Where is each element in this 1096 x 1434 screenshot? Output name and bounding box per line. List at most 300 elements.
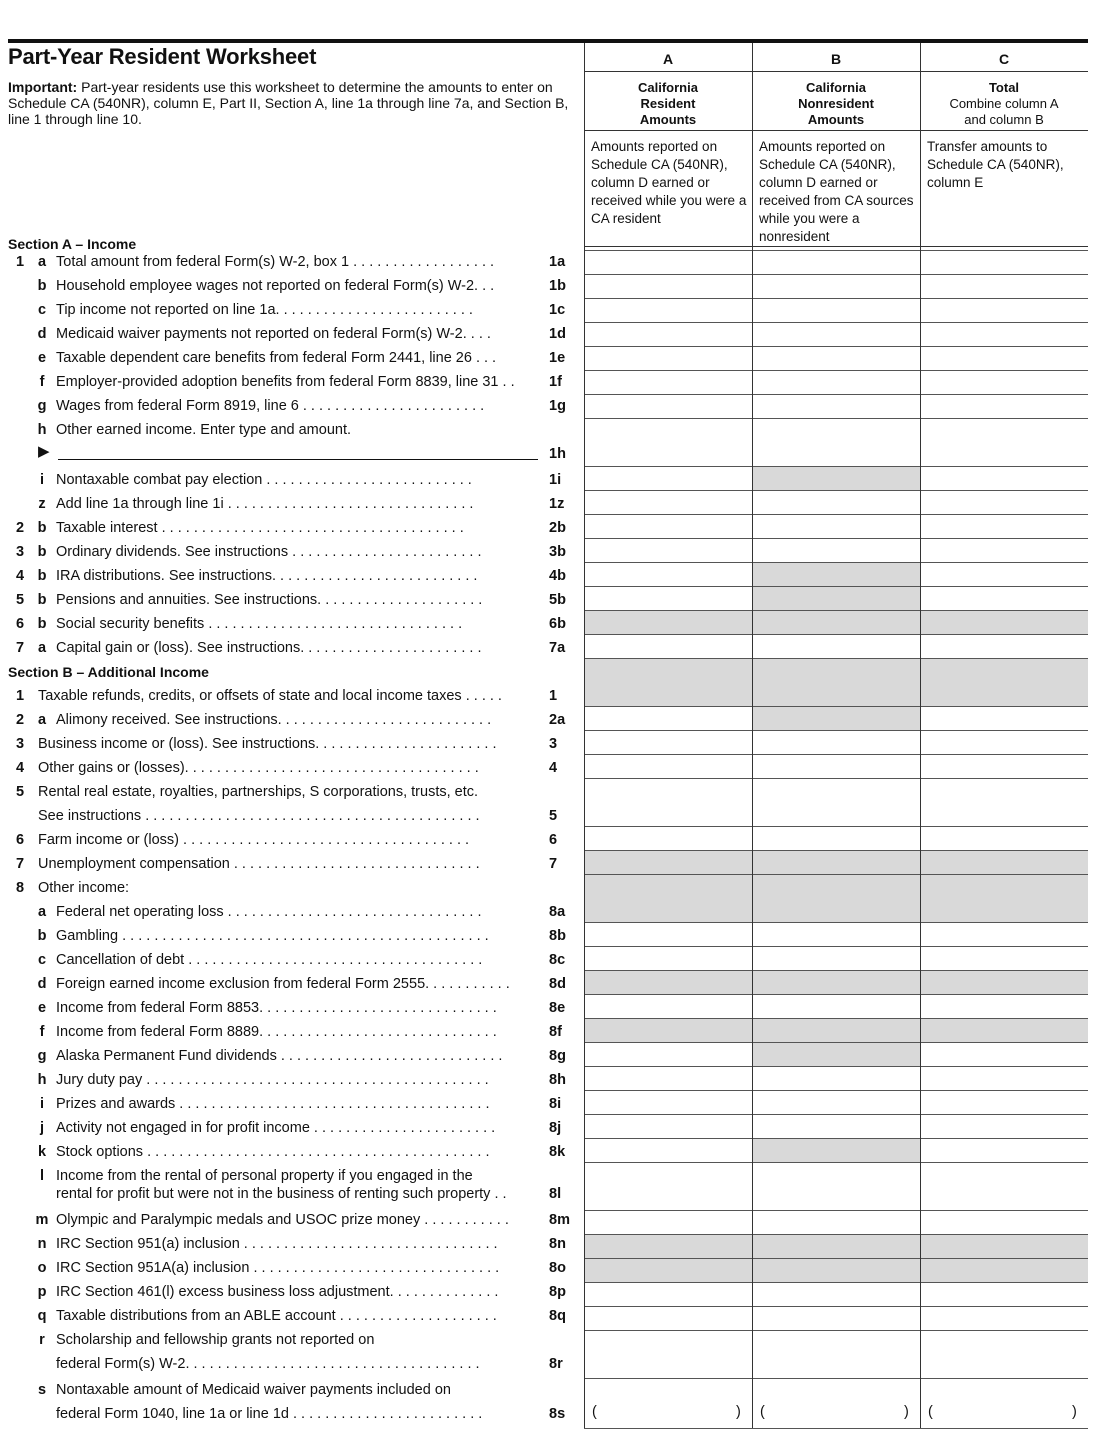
line-letter: b [37, 928, 47, 944]
amount-cell-1c-c[interactable] [920, 298, 1088, 322]
line-reference: 7 [549, 856, 558, 872]
amount-cell-6-a[interactable] [584, 826, 752, 850]
shaded-cell [584, 610, 752, 634]
amount-cell-3-c[interactable] [920, 730, 1088, 754]
row-rule [584, 490, 1088, 491]
line-number: 2 [15, 520, 25, 536]
worksheet-title: Part-Year Resident Worksheet [8, 44, 317, 69]
amount-cell-1f-a[interactable] [584, 370, 752, 394]
amount-cell-8b-b[interactable] [752, 922, 920, 946]
amount-cell-1g-a[interactable] [584, 394, 752, 418]
amount-cell-8p-b[interactable] [752, 1282, 920, 1306]
amount-cell-1c-b[interactable] [752, 298, 920, 322]
amount-cell-4-a[interactable] [584, 754, 752, 778]
shaded-cell [752, 970, 920, 994]
line-description: Alaska Permanent Fund dividends . . . . . . . . . . . . . . . . . . . . . . . . . . . . [56, 1048, 503, 1064]
amount-cell-8g-a[interactable] [584, 1042, 752, 1066]
amount-cell-8s-a[interactable] [584, 1378, 752, 1428]
line-reference: 4 [549, 760, 558, 776]
amount-cell-5b-a[interactable] [584, 586, 752, 610]
line-reference: 1z [549, 496, 565, 512]
row-rule [584, 394, 1088, 395]
amount-cell-8e-a[interactable] [584, 994, 752, 1018]
line-description: Taxable dependent care benefits from federal Form 2441, line 26 . . . [56, 350, 497, 366]
important-note [8, 79, 576, 127]
row-rule [584, 250, 1088, 251]
row-rule [584, 322, 1088, 323]
other-earned-income-type-field[interactable] [58, 459, 538, 460]
amount-cell-4b-c[interactable] [920, 562, 1088, 586]
column-a-description: Amounts reported on Schedule CA (540NR), column D earned or received while you were a CA resident [591, 139, 747, 226]
amount-cell-1f-b[interactable] [752, 370, 920, 394]
column-title-line: Resident [640, 96, 696, 111]
amount-cell-8r-a[interactable] [584, 1330, 752, 1378]
shaded-cell [920, 1234, 1088, 1258]
line-letter: e [37, 1000, 47, 1016]
amount-cell-8c-c[interactable] [920, 946, 1088, 970]
amount-cell-8p-c[interactable] [920, 1282, 1088, 1306]
amount-cell-8i-b[interactable] [752, 1090, 920, 1114]
line-reference: 5 [549, 808, 558, 824]
line-reference: 1d [549, 326, 566, 342]
amount-cell-1e-a[interactable] [584, 346, 752, 370]
line-reference: 2a [549, 712, 566, 728]
amount-cell-2a-c[interactable] [920, 706, 1088, 730]
line-description: Taxable interest . . . . . . . . . . . . . . . . . . . . . . . . . . . . . . . . . . . . . . [56, 520, 464, 536]
header-rule [584, 130, 1088, 131]
line-description: IRC Section 461(l) excess business loss adjustment. . . . . . . . . . . . . . [56, 1284, 499, 1300]
amount-cell-8q-a[interactable] [584, 1306, 752, 1330]
amount-cell-3-a[interactable] [584, 730, 752, 754]
shaded-cell [920, 898, 1088, 922]
amount-cell-2a-a[interactable] [584, 706, 752, 730]
line-reference: 8g [549, 1048, 566, 1064]
amount-cell-8k-a[interactable] [584, 1138, 752, 1162]
amount-cell-8q-b[interactable] [752, 1306, 920, 1330]
line-reference: 8k [549, 1144, 566, 1160]
line-reference: 6 [549, 832, 558, 848]
amount-cell-1h-a[interactable] [584, 418, 752, 466]
amount-cell-8h-a[interactable] [584, 1066, 752, 1090]
amount-cell-8j-c[interactable] [920, 1114, 1088, 1138]
row-rule [584, 538, 1088, 539]
line-letter: a [37, 640, 47, 656]
amount-cell-3-b[interactable] [752, 730, 920, 754]
line-description-cont: federal Form(s) W-2. . . . . . . . . . . . . . . . . . . . . . . . . . . . . . . . . . . . . [56, 1356, 480, 1372]
line-description: Cancellation of debt . . . . . . . . . . . . . . . . . . . . . . . . . . . . . . . . . . . . . [56, 952, 483, 968]
amount-cell-8p-a[interactable] [584, 1282, 752, 1306]
row-rule [584, 274, 1088, 275]
line-description: Olympic and Paralympic medals and USOC prize money . . . . . . . . . . . [56, 1212, 509, 1228]
column-a-letter: A [662, 51, 674, 67]
shaded-cell [752, 874, 920, 898]
amount-cell-5b-c[interactable] [920, 586, 1088, 610]
shaded-cell [920, 1018, 1088, 1042]
amount-cell-4-c[interactable] [920, 754, 1088, 778]
amount-cell-8k-c[interactable] [920, 1138, 1088, 1162]
line-number: 8 [15, 880, 25, 896]
row-rule [584, 826, 1088, 827]
amount-cell-2b-b[interactable] [752, 514, 920, 538]
amount-cell-1g-c[interactable] [920, 394, 1088, 418]
line-reference: 8j [549, 1120, 562, 1136]
row-rule [584, 1066, 1088, 1067]
line-description: Rental real estate, royalties, partnerships, S corporations, trusts, etc. [38, 784, 479, 800]
line-reference: 2b [549, 520, 566, 536]
line-number: 7 [15, 640, 25, 656]
paren-close: ) [736, 1404, 741, 1420]
line-description: Alimony received. See instructions. . . . . . . . . . . . . . . . . . . . . . . . . . . [56, 712, 492, 728]
amount-cell-6-b[interactable] [752, 826, 920, 850]
amount-cell-8j-b[interactable] [752, 1114, 920, 1138]
line-description: Foreign earned income exclusion from federal Form 2555. . . . . . . . . . . [56, 976, 510, 992]
amount-cell-5-b[interactable] [752, 778, 920, 826]
line-reference: 1b [549, 278, 566, 294]
amount-cell-3b-b[interactable] [752, 538, 920, 562]
paren-close: ) [904, 1404, 909, 1420]
line-description: Taxable refunds, credits, or offsets of state and local income taxes . . . . . [38, 688, 502, 704]
line-reference: 8d [549, 976, 566, 992]
row-rule [584, 1138, 1088, 1139]
row-rule [584, 298, 1088, 299]
line-reference: 8i [549, 1096, 562, 1112]
line-letter: e [37, 350, 47, 366]
line-reference: 1g [549, 398, 566, 414]
line-letter: b [37, 568, 47, 584]
line-description-cont: federal Form 1040, line 1a or line 1d . . . . . . . . . . . . . . . . . . . . . . . . [56, 1406, 483, 1422]
amount-cell-5-a[interactable] [584, 778, 752, 826]
paren-open: ( [592, 1404, 597, 1420]
amount-cell-8q-c[interactable] [920, 1306, 1088, 1330]
column-title-line: Amounts [807, 112, 865, 127]
line-reference: 5b [549, 592, 566, 608]
shaded-cell [752, 1138, 920, 1162]
shaded-cell [584, 658, 752, 706]
line-letter: c [37, 952, 47, 968]
amount-cell-1b-c[interactable] [920, 274, 1088, 298]
amount-cell-3b-c[interactable] [920, 538, 1088, 562]
amount-cell-8s-b[interactable] [752, 1378, 920, 1428]
line-letter: p [37, 1284, 47, 1300]
section-a-heading: Section A – Income [8, 236, 137, 252]
line-number: 7 [15, 856, 25, 872]
arrow-icon: ▶ [38, 443, 50, 460]
line-reference: 1 [549, 688, 558, 704]
header-rule [584, 246, 1088, 247]
line-description: Capital gain or (loss). See instructions. . . . . . . . . . . . . . . . . . . . . . . [56, 640, 482, 656]
column-title-line: Total [988, 80, 1020, 95]
amount-cell-3b-a[interactable] [584, 538, 752, 562]
amount-cell-8h-c[interactable] [920, 1066, 1088, 1090]
line-letter: g [37, 1048, 47, 1064]
line-letter: h [37, 1072, 47, 1088]
amount-cell-8e-c[interactable] [920, 994, 1088, 1018]
line-description: Taxable distributions from an ABLE account . . . . . . . . . . . . . . . . . . . . [56, 1308, 497, 1324]
line-description: Ordinary dividends. See instructions . . . . . . . . . . . . . . . . . . . . . . . . [56, 544, 482, 560]
worksheet-page [8, 0, 1088, 1434]
line-description: Nontaxable combat pay election . . . . . . . . . . . . . . . . . . . . . . . . . . [56, 472, 472, 488]
row-rule [584, 610, 1088, 611]
amount-cell-8l-c[interactable] [920, 1162, 1088, 1210]
amount-cell-1i-c[interactable] [920, 466, 1088, 490]
line-reference: 3 [549, 736, 558, 752]
line-number: 6 [15, 616, 25, 632]
column-c-description: Transfer amounts to Schedule CA (540NR), column E [927, 139, 1064, 190]
line-description: Tip income not reported on line 1a. . . . . . . . . . . . . . . . . . . . . . . . . [56, 302, 473, 318]
row-rule [584, 1042, 1088, 1043]
row-rule [584, 1428, 1088, 1429]
amount-cell-5-c[interactable] [920, 778, 1088, 826]
line-number: 5 [15, 784, 25, 800]
amount-cell-8h-b[interactable] [752, 1066, 920, 1090]
line-letter: a [37, 254, 47, 270]
line-description: Prizes and awards . . . . . . . . . . . . . . . . . . . . . . . . . . . . . . . . . . . . . . . [56, 1096, 490, 1112]
amount-cell-8l-a[interactable] [584, 1162, 752, 1210]
row-rule [584, 874, 1088, 875]
amount-cell-8e-b[interactable] [752, 994, 920, 1018]
amount-cell-7a-c[interactable] [920, 634, 1088, 658]
line-description: Other earned income. Enter type and amount. [56, 422, 352, 438]
amount-cell-8m-b[interactable] [752, 1210, 920, 1234]
row-rule [584, 1162, 1088, 1163]
amount-cell-8m-c[interactable] [920, 1210, 1088, 1234]
line-letter: n [37, 1236, 47, 1252]
shaded-cell [584, 1018, 752, 1042]
line-description: Total amount from federal Form(s) W-2, box 1 . . . . . . . . . . . . . . . . . . [56, 254, 495, 270]
amount-cell-1e-c[interactable] [920, 346, 1088, 370]
row-rule [584, 1378, 1088, 1379]
row-rule [584, 1330, 1088, 1331]
amount-cell-1d-a[interactable] [584, 322, 752, 346]
amount-cell-8c-a[interactable] [584, 946, 752, 970]
line-reference: 8n [549, 1236, 566, 1252]
line-reference: 1i [549, 472, 562, 488]
column-b-title [752, 80, 920, 128]
column-title-line: California [638, 80, 698, 95]
shaded-cell [752, 1234, 920, 1258]
line-description: Medicaid waiver payments not reported on federal Form(s) W-2. . . . [56, 326, 491, 342]
amount-cell-1b-b[interactable] [752, 274, 920, 298]
shaded-cell [752, 586, 920, 610]
line-reference: 3b [549, 544, 566, 560]
column-b-letter: B [830, 51, 842, 67]
line-letter: c [37, 302, 47, 318]
line-letter: m [35, 1212, 49, 1228]
line-reference: 8f [549, 1024, 562, 1040]
line-description: Activity not engaged in for profit income . . . . . . . . . . . . . . . . . . . . . . . [56, 1120, 496, 1136]
line-number: 1 [15, 688, 25, 704]
line-letter: k [37, 1144, 47, 1160]
row-rule [584, 1090, 1088, 1091]
line-description: Stock options . . . . . . . . . . . . . . . . . . . . . . . . . . . . . . . . . . . . . . . . . . . [56, 1144, 490, 1160]
line-reference: 8c [549, 952, 566, 968]
row-rule [584, 1114, 1088, 1115]
amount-cell-8i-a[interactable] [584, 1090, 752, 1114]
amount-cell-4b-a[interactable] [584, 562, 752, 586]
row-rule [584, 418, 1088, 419]
amount-cell-8l-b[interactable] [752, 1162, 920, 1210]
amount-cell-1f-c[interactable] [920, 370, 1088, 394]
amount-cell-1z-b[interactable] [752, 490, 920, 514]
line-description: Employer-provided adoption benefits from federal Form 8839, line 31 . . [56, 374, 515, 390]
column-c-letter: C [998, 51, 1010, 67]
amount-cell-8m-a[interactable] [584, 1210, 752, 1234]
column-divider [920, 43, 921, 1428]
line-letter: b [37, 544, 47, 560]
amount-cell-8s-c[interactable] [920, 1378, 1088, 1428]
shaded-cell [584, 970, 752, 994]
row-rule [584, 1306, 1088, 1307]
amount-cell-8i-c[interactable] [920, 1090, 1088, 1114]
line-letter: d [37, 976, 47, 992]
amount-cell-1h-b[interactable] [752, 418, 920, 466]
amount-cell-8r-b[interactable] [752, 1330, 920, 1378]
row-rule [584, 850, 1088, 851]
line-description: Jury duty pay . . . . . . . . . . . . . . . . . . . . . . . . . . . . . . . . . . . . . . . . . . . [56, 1072, 489, 1088]
amount-cell-1a-a[interactable] [584, 250, 752, 274]
amount-cell-8g-c[interactable] [920, 1042, 1088, 1066]
line-description: Federal net operating loss . . . . . . . . . . . . . . . . . . . . . . . . . . . . . . . . [56, 904, 482, 920]
line-letter: h [37, 422, 47, 438]
row-rule [584, 562, 1088, 563]
line-number: 1 [15, 254, 25, 270]
line-letter: b [37, 592, 47, 608]
column-c-title [920, 80, 1088, 128]
shaded-cell [752, 610, 920, 634]
line-letter: b [37, 278, 47, 294]
line-description: Household employee wages not reported on federal Form(s) W-2. . . [56, 278, 495, 294]
row-rule [584, 586, 1088, 587]
shaded-cell [584, 1258, 752, 1282]
line-description: Gambling . . . . . . . . . . . . . . . . . . . . . . . . . . . . . . . . . . . . . . . . . . . . . . [56, 928, 489, 944]
line-reference: 7a [549, 640, 566, 656]
line-description: Nontaxable amount of Medicaid waiver payments included on [56, 1382, 451, 1398]
line-reference: 8p [549, 1284, 566, 1300]
column-title-line: Combine column A [949, 96, 1059, 111]
line-description: Farm income or (loss) . . . . . . . . . . . . . . . . . . . . . . . . . . . . . . . . . . . . [38, 832, 470, 848]
amount-cell-1z-a[interactable] [584, 490, 752, 514]
row-rule [584, 658, 1088, 659]
amount-cell-1d-b[interactable] [752, 322, 920, 346]
line-description: IRC Section 951A(a) inclusion . . . . . . . . . . . . . . . . . . . . . . . . . . . . . . . [56, 1260, 500, 1276]
line-letter: o [37, 1260, 47, 1276]
line-description: Unemployment compensation . . . . . . . . . . . . . . . . . . . . . . . . . . . . . . . [38, 856, 480, 872]
amount-cell-1c-a[interactable] [584, 298, 752, 322]
column-a-title [584, 80, 752, 128]
amount-cell-1z-c[interactable] [920, 490, 1088, 514]
line-reference: 1a [549, 254, 566, 270]
line-reference: 1c [549, 302, 566, 318]
shaded-cell [920, 610, 1088, 634]
amount-cell-6-c[interactable] [920, 826, 1088, 850]
row-rule [584, 466, 1088, 467]
line-reference: 8e [549, 1000, 566, 1016]
column-divider [752, 43, 753, 1428]
shaded-cell [752, 1018, 920, 1042]
line-letter: q [37, 1308, 47, 1324]
shaded-cell [920, 658, 1088, 706]
shaded-cell [584, 874, 752, 898]
row-rule [584, 778, 1088, 779]
line-letter: a [37, 904, 47, 920]
amount-cell-8c-b[interactable] [752, 946, 920, 970]
amount-cell-1d-c[interactable] [920, 322, 1088, 346]
shaded-cell [920, 1258, 1088, 1282]
amount-cell-1i-a[interactable] [584, 466, 752, 490]
line-letter: j [39, 1120, 45, 1136]
row-rule [584, 994, 1088, 995]
amount-cell-8r-c[interactable] [920, 1330, 1088, 1378]
line-number: 5 [15, 592, 25, 608]
line-description: IRA distributions. See instructions. . . . . . . . . . . . . . . . . . . . . . . . . . [56, 568, 478, 584]
amount-cell-8b-a[interactable] [584, 922, 752, 946]
line-reference: 8b [549, 928, 566, 944]
amount-cell-8j-a[interactable] [584, 1114, 752, 1138]
shaded-cell [752, 658, 920, 706]
line-letter: s [37, 1382, 47, 1398]
row-rule [584, 970, 1088, 971]
row-rule [584, 370, 1088, 371]
row-rule [584, 1234, 1088, 1235]
line-letter: i [39, 1096, 45, 1112]
row-rule [584, 1282, 1088, 1283]
line-reference: 8m [549, 1212, 570, 1228]
row-rule [584, 514, 1088, 515]
line-number: 4 [15, 568, 25, 584]
line-number: 6 [15, 832, 25, 848]
amount-cell-7a-b[interactable] [752, 634, 920, 658]
line-letter: f [39, 374, 45, 390]
line-reference: 8o [549, 1260, 566, 1276]
amount-cell-4-b[interactable] [752, 754, 920, 778]
line-description: Income from the rental of personal property if you engaged in the [56, 1168, 473, 1184]
row-rule [584, 1258, 1088, 1259]
amount-cell-1a-b[interactable] [752, 250, 920, 274]
amount-cell-1e-b[interactable] [752, 346, 920, 370]
amount-cell-2b-a[interactable] [584, 514, 752, 538]
shaded-cell [752, 898, 920, 922]
amount-cell-8b-c[interactable] [920, 922, 1088, 946]
shaded-cell [920, 850, 1088, 874]
row-rule [584, 922, 1088, 923]
amount-cell-1g-b[interactable] [752, 394, 920, 418]
row-rule [584, 730, 1088, 731]
line-description-cont: See instructions . . . . . . . . . . . . . . . . . . . . . . . . . . . . . . . . . . . . . . . . . . [38, 808, 480, 824]
line-letter: r [39, 1332, 45, 1348]
line-reference: 1e [549, 350, 566, 366]
line-reference: 8s [549, 1406, 566, 1422]
amount-cell-7a-a[interactable] [584, 634, 752, 658]
amount-cell-1a-c[interactable] [920, 250, 1088, 274]
row-rule [584, 1018, 1088, 1019]
line-reference: 8q [549, 1308, 566, 1324]
line-reference: 4b [549, 568, 566, 584]
shaded-cell [584, 898, 752, 922]
shaded-cell [752, 1042, 920, 1066]
amount-cell-1b-a[interactable] [584, 274, 752, 298]
top-rule [8, 39, 1088, 43]
line-letter: z [38, 496, 46, 512]
line-number: 4 [15, 760, 25, 776]
shaded-cell [752, 706, 920, 730]
line-description: Income from federal Form 8889. . . . . . . . . . . . . . . . . . . . . . . . . . . . . . [56, 1024, 497, 1040]
paren-open: ( [928, 1404, 933, 1420]
row-rule [584, 346, 1088, 347]
amount-cell-1h-c[interactable] [920, 418, 1088, 466]
amount-cell-2b-c[interactable] [920, 514, 1088, 538]
line-letter: b [37, 520, 47, 536]
column-title-line: California [806, 80, 866, 95]
